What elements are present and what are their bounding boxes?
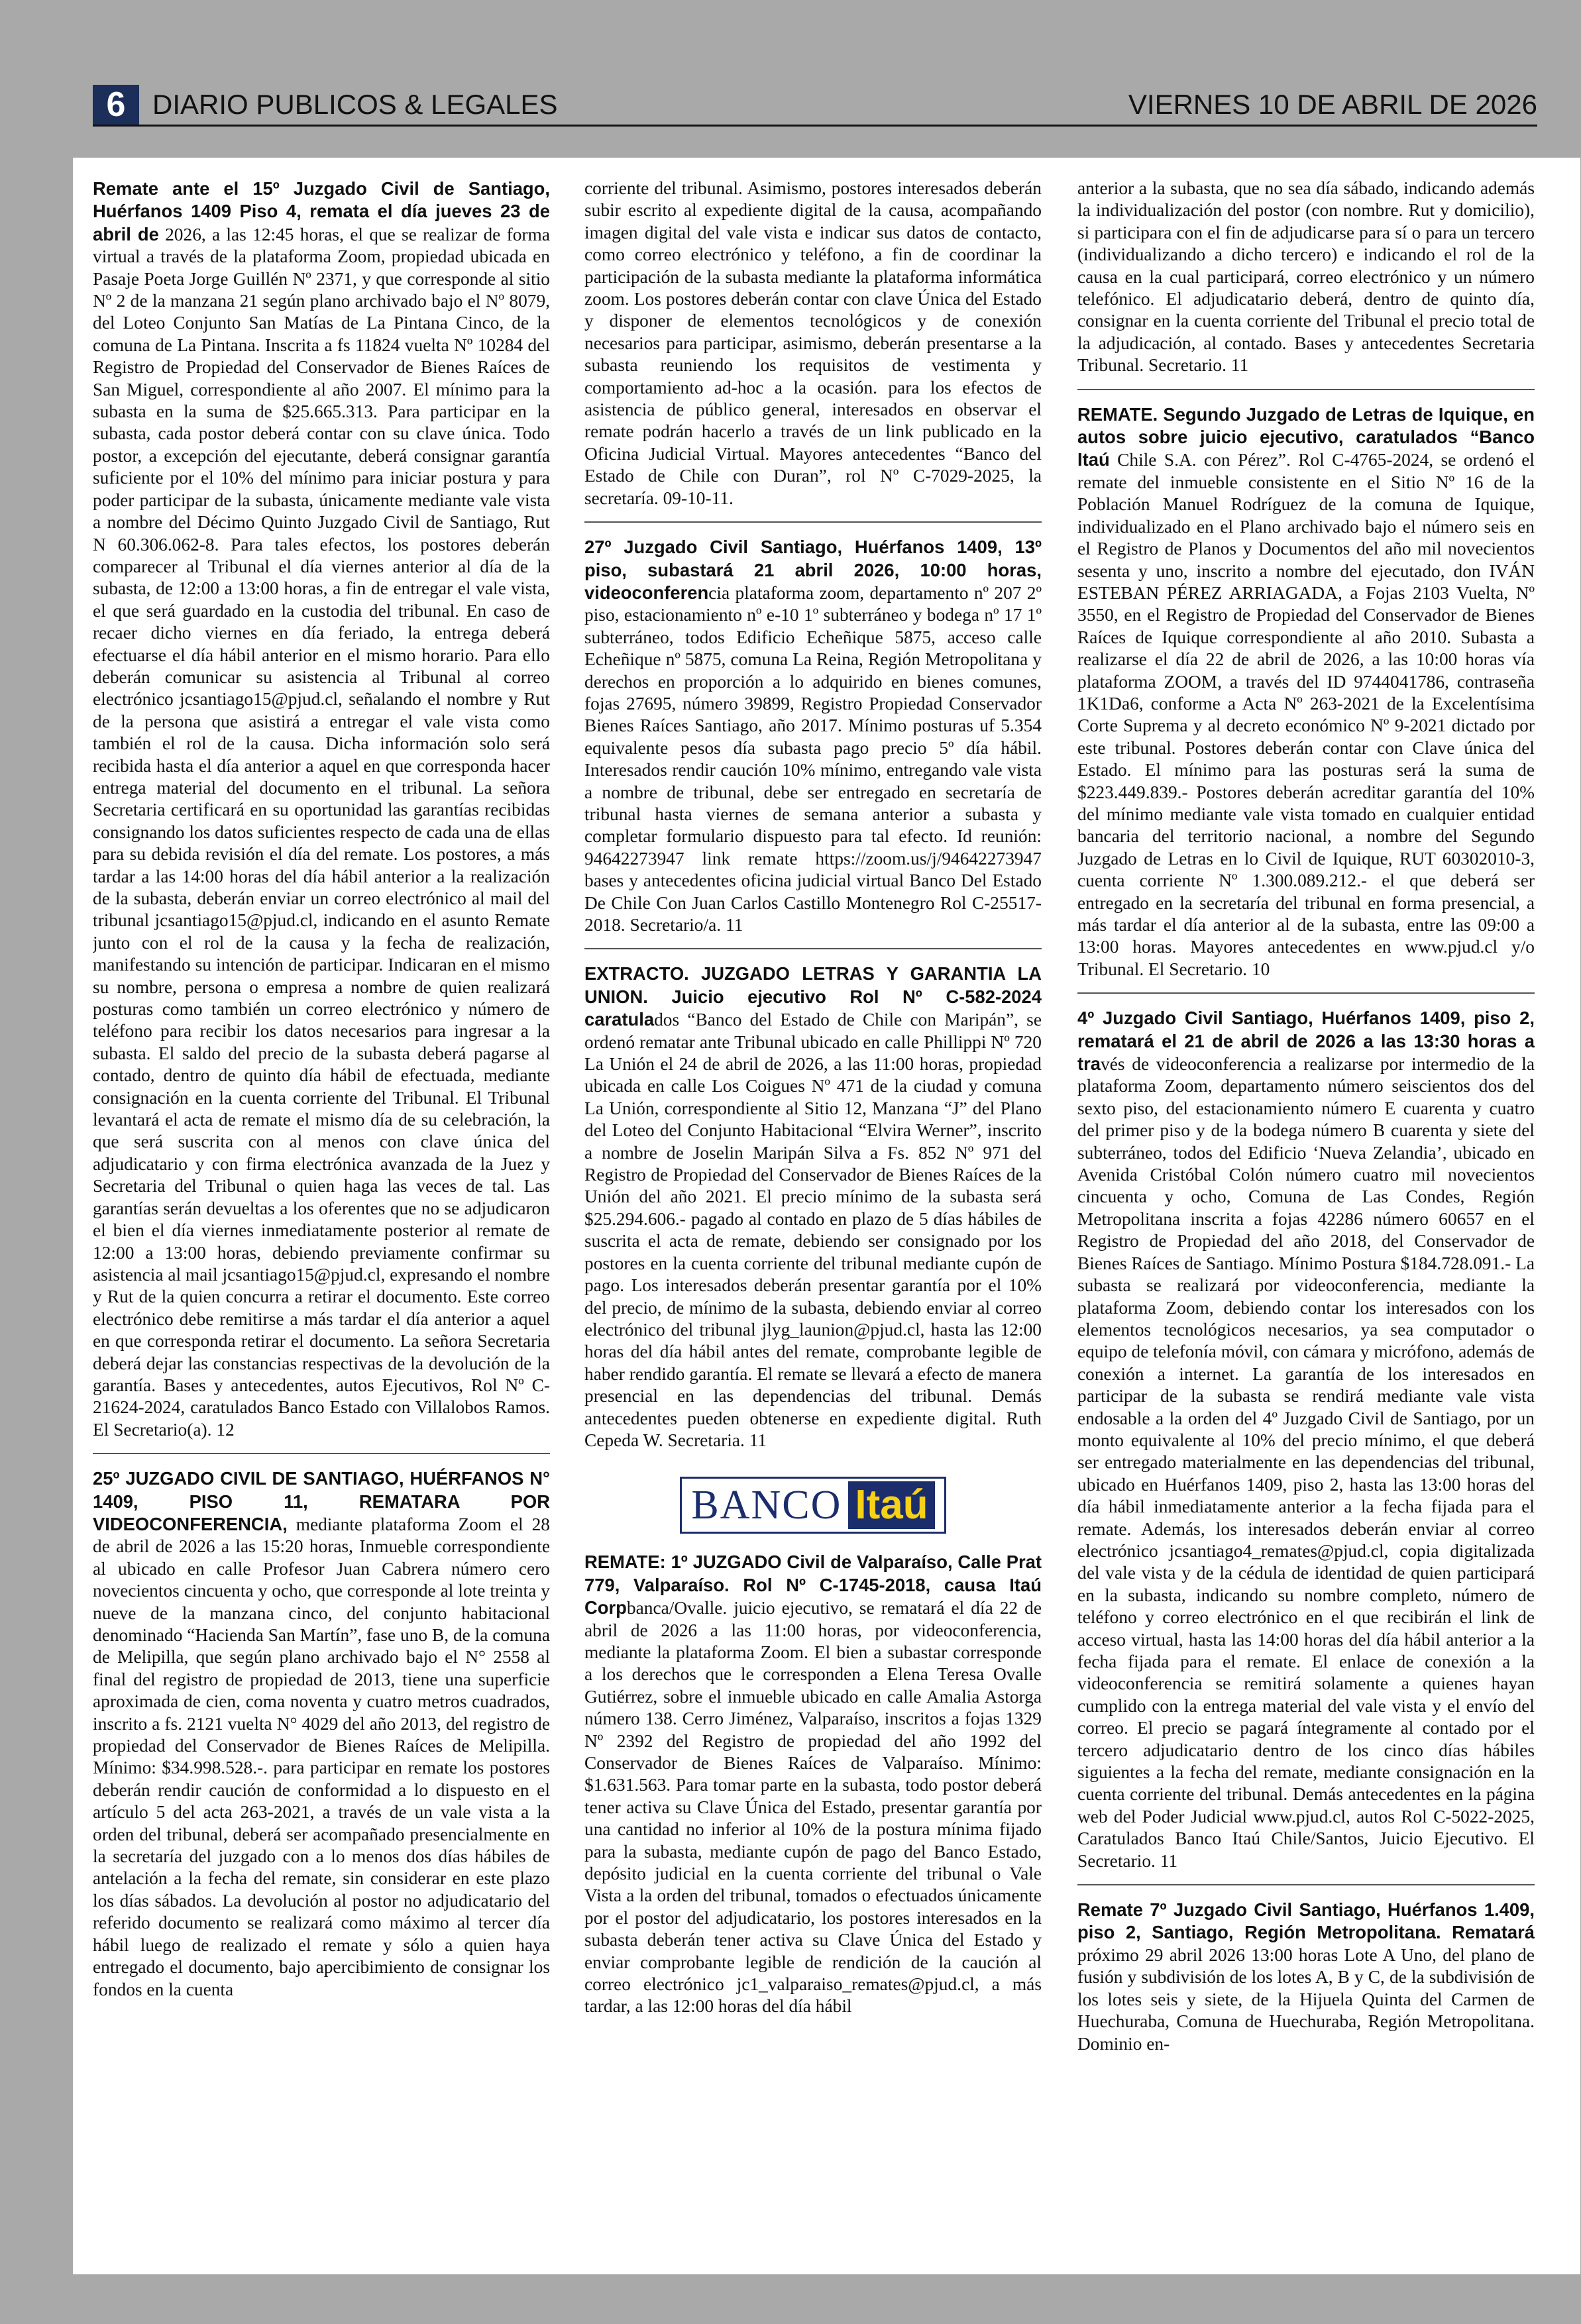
banco-itau-logo [680, 1477, 946, 1534]
notice-heading: REMATE. Segundo Juzgado de Letras de Iquique, en autos sobre juicio ejecutivo, caratulados “Banco Itaú [1077, 403, 1535, 470]
notice-text [93, 178, 550, 1441]
notice-text [93, 1467, 550, 2001]
page-header [93, 85, 1537, 127]
notice-body: corriente del tribunal. Asimismo, postores interesados deberán subir escrito al expediente digital de la causa, acompañando imagen digital del vale vista e indicar sus datos de contacto, como correo electrónico y teléfono, a fin de coordinar la participación de la subasta mediante la plataforma informática zoom. Los postores deberán contar con clave Única del Estado y disponer de elementos tecnológicos y de conexión necesarios para participar, asimismo, deberán presentarse a la subasta reuniendo los requisitos de vestimenta y comportamiento ad-hoc a la ocasión. para los efectos de asistencia de público general, interesados en observar el remate podrán hacerlo a través de un link publicado en la Oficina Judicial Virtual. Mayores antecedentes “Banco del Estado de Chile con Duran”, rol Nº C-7029-2025, la secretaría. 09-10-11. [584, 178, 1042, 508]
legal-notice [93, 1467, 550, 2013]
newspaper-page [73, 158, 1580, 2274]
notice-body: vés de videoconferencia a realizarse por intermedio de la plataforma Zoom, departamento número seiscientos dos del sexto piso, del estacionamiento número E cuarenta y cuatro del primer piso y de la bodega número B cuarenta y siete del subterráneo, todos del Edificio ‘Nueva Zelandia’, ubicado en Avenida Cristóbal Colón número cuatro mil novecientos cincuenta y ocho, Comuna de Las Condes, Región Metropolitana inscrita a fojas 42286 número 60657 en el Registro de Propiedad del año 2018, del Conservador de Bienes Raíces de Santiago. Mínimo Postura $184.728.091.- La subasta se realizará por videoconferencia, mediante la plataforma Zoom, debiendo contar los interesados con los elementos tecnológicos necesarios, ya sea computador o equipo de telefonía móvil, con cámara y micrófono, además de conexión a internet. La garantía de los interesados en participar de la subasta se rendirá mediante vale vista endosable a la orden del 4º Juzgado Civil de Santiago, por un monto equivalente al 10% del precio mínimo, el que deberá ser entregado materialmente en las dependencias del tribunal, ubicado en Huérfanos 1409, piso 2, hasta las 13:00 horas del día hábil inmediatamente anterior a la fecha fijada para el remate. Además, los interesados deberán enviar al correo electrónico jcsantiago4_remates@pjud.cl, copia digitalizada del vale vista y de la cédula de identidad de quien participará en la subasta, indicando su nombre completo, número de teléfono y correo electrónico en el que recibirán el link de acceso virtual, hasta las 14:00 horas del día hábil anterior a la fecha fijada para el remate. El enlace de conexión a la videoconferencia se remitirá solamente a quienes hayan cumplido con la entrega material del vale vista y el envío del correo. El precio se pagará íntegramente al contado por el tercero adjudicatario dentro de los cinco días hábiles siguientes a la fecha del remate, mediante consignación en la cuenta corriente del tribunal. Demás antecedentes en la página web del Poder Judicial www.pjud.cl, autos Rol C-5022-2025, Caratulados Banco Itaú Chile/Santos, Juicio Ejecutivo. El Secretario. 11 [1077, 1054, 1535, 1871]
legal-notice [1077, 178, 1535, 390]
notice-text [584, 178, 1042, 509]
column-2 [584, 178, 1042, 2258]
publication-name: DIARIO PUBLICOS & LEGALES [152, 89, 558, 120]
notice-text [1077, 1899, 1535, 2055]
notice-heading: 27º Juzgado Civil Santiago, Huérfanos 1409, 13º piso, subastará 21 abril 2026, 10:00 horas, videoconferen [584, 537, 1042, 603]
legal-notice [1077, 1007, 1535, 1885]
legal-notice [584, 536, 1042, 949]
notice-body: Chile S.A. con Pérez”. Rol C-4765-2024, se ordenó el remate del inmueble consistente en el Sitio Nº 16 de la Población Manuel Rodríguez de la comuna de Iquique, individualizado en el Plano archivado bajo el número seis en el Registro de Planos y Documentos del año mil novecientos sesenta y uno, inscrito a nombre del ejecutado, don IVÁN ESTEBAN PÉREZ ARRIAGADA, a Fojas 2103 Vuelta, Nº 3550, en el Registro de Propiedad del Conservador de Bienes Raíces de Iquique correspondiente al año 2010. Subasta a realizarse el día 22 de abril de 2026, a las 10:00 horas vía plataforma ZOOM, a través del ID 9744041786, contraseña 1K1Da6, conforme a Acta Nº 263-2021 de la Excelentísima Corte Suprema y al decreto económico Nº 9-2021 dictado por este tribunal. Postores deberán contar con Clave única del Estado. El mínimo para las posturas será la suma de $223.449.839.- Postores deberán acreditar garantía del 10% del mínimo mediante vale vista tomado en cualquier entidad bancaria del territorio nacional, a nombre del Segundo Juzgado de Letras en lo Civil de Iquique, RUT 60302010-3, cuenta corriente Nº 1.300.089.212.- el que deberá ser entregado en la secretaría del tribunal en forma presencial, a más tardar el día anterior al de la subasta, entre las 09:00 a 13:00 horas. Mayores antecedentes en www.pjud.cl y/o Tribunal. El Secretario. 10 [1077, 450, 1535, 979]
notice-text [584, 963, 1042, 1452]
page-number: 6 [93, 85, 139, 125]
notice-body: próximo 29 abril 2026 13:00 horas Lote A Uno, del plano de fusión y subdivisión de los lotes A, B y C, de la subdivisión de los lotes seis y siete, de la Hijuela Quinta del Carmen de Huechuraba, Comuna de Huechuraba, Región Metropolitana. Dominio en- [1077, 1944, 1535, 2054]
legal-notice [584, 1551, 1042, 2030]
notice-body: dos “Banco del Estado de Chile con Maripán”, se ordenó rematar ante Tribunal ubicado en calle Phillippi Nº 720 La Unión el 24 de abril de 2026, a las 11:00 horas, propiedad ubicada en calle Los Coigues Nº 471 de la ciudad y comuna La Unión, correspondiente al Sitio 12, Manzana “J” del Plano del Loteo del Conjunto Habitacional “Elvira Werner”, inscrito a nombre de Joselin Maripán Silva a Fs. 852 Nº 971 del Registro de Propiedad del Conservador de Bienes Raíces de la Unión del año 2021. El precio mínimo de la subasta será $25.294.606.- pagado al contado en plazo de 5 días hábiles de suscrita el acta de remate, debiendo ser consignado por los postores en la cuenta corriente del tribunal mediante cupón de pago. Los interesados deberán presentar garantía por el 10% del precio, de mínimo de la subasta, debiendo enviar al correo electrónico del tribunal jlyg_launion@pjud.cl, hasta las 12:00 horas del día hábil antes del remate, comprobante legible de haber rendido garantía. El remate se llevará a efecto de manera presencial en las dependencias del tribunal. Demás antecedentes pueden obtenerse en expediente digital. Ruth Cepeda W. Secretaria. 11 [584, 1010, 1042, 1450]
logo-mark: Itaú [848, 1481, 934, 1529]
notice-heading: Remate ante el 15º Juzgado Civil de Santiago, Huérfanos 1409 Piso 4, remata el día jueves 23 de abril de [93, 178, 550, 244]
notice-body: anterior a la subasta, que no sea día sábado, indicando además la individualización del postor (con nombre. Rut y domicilio), si participara con el fin de adjudicarse para sí o para un tercero (individualizando a dicho tercero) e indicando el rol de la causa en la cual participará, correo electrónico y un número telefónico. El adjudicatario deberá, dentro de quinto día, consignar en la cuenta corriente del Tribunal el precio total de la adjudicación, al contado. Bases y antecedentes Secretaria Tribunal. Secretario. 11 [1077, 178, 1535, 376]
publication-date: VIERNES 10 DE ABRIL DE 2026 [1128, 89, 1537, 120]
notice-heading: REMATE: 1º JUZGADO Civil de Valparaíso, Calle Prat 779, Valparaíso. Rol Nº C-1745-2018, causa Itaú Corp [584, 1552, 1042, 1618]
notice-body: mediante plataforma Zoom el 28 de abril de 2026 a las 15:20 horas, Inmueble correspondiente al ubicado en calle Profesor Juan Cabrera número cero novecientos cincuenta y ocho, que corresponde al lote treinta y nueve de la manzana cinco, del conjunto habitacional denominado “Hacienda San Martín”, fase uno B, de la comuna de Melipilla, que según plano archivado bajo el N° 2558 al final del registro de propiedad de 2013, tiene una superficie aproximada de cien, coma noventa y cuatro metros cuadrados, inscrito a fs. 2121 vuelta N° 4029 del año 2013, del registro de propiedad del Conservador de Bienes Raíces de Melipilla. Mínimo: $34.998.528.-. para participar en remate los postores deberán rendir caución de conformidad a lo dispuesto en el artículo 5 del acta 263-2021, a través de un vale vista a la orden del tribunal, deberá ser acompañado presencialmente en la secretaría del juzgado con a lo menos dos días hábiles de antelación a la fecha del remate, sin considerar en este plazo los días sábados. La devolución al postor no adjudicatario del referido documento se realizará como máximo al tercer día hábil luego de realizado el remate y sólo a quien haya entregado el documento, bajo apercibimiento de consignar los fondos en la cuenta [93, 1514, 550, 1999]
banco-itau-ad [584, 1477, 1042, 1534]
notice-body: cia plataforma zoom, departamento nº 207 2º piso, estacionamiento nº e-10 1º subterráneo y bodega nº 17 1º subterráneo, todos Edificio Echeñique 5875, acceso calle Echeñique nº 5875, comuna La Reina, Región Metropolitana y derechos en proporción a lo adquirido en bienes comunes, fojas 27695, número 39899, Registro Propiedad Conservador Bienes Raíces Santiago, año 2017. Mínimo posturas uf 5.354 equivalente pesos día subasta pago precio 5º día hábil. Interesados rendir caución 10% mínimo, entregando vale vista a nombre de tribunal, debe ser entregado en secretaría de tribunal hasta viernes de semana anterior a subasta y completar formulario dispuesto para tal efecto. Id reunión: 94642273947 link remate https://zoom.us/j/94642273947 bases y antecedentes oficina judicial virtual Banco Del Estado De Chile Con Juan Carlos Castillo Montenegro Rol C-25517-2018. Secretario/a. 11 [584, 582, 1042, 935]
notice-text [1077, 178, 1535, 377]
notice-heading: Remate 7º Juzgado Civil Santiago, Huérfanos 1.409, piso 2, Santiago, Región Metropolitana. Rematará [1077, 1899, 1535, 1943]
notice-heading: 4º Juzgado Civil Santiago, Huérfanos 1409, piso 2, rematará el 21 de abril de 2026 a las 13:30 horas a tra [1077, 1008, 1535, 1075]
logo-word: BANCO [691, 1482, 842, 1528]
notice-body: 2026, a las 12:45 horas, el que se realizar de forma virtual a través de la plataforma Zoom, propiedad ubicada en Pasaje Poeta Jorge Guillén Nº 2371, y que corresponde al sitio Nº 2 de la manzana 21 según plano archivado bajo el Nº 8079, del Loteo Conjunto San Matías de La Pintana Cinco, de la comuna de La Pintana. Inscrita a fs 11824 vuelta Nº 10284 del Registro de Propiedad del Conservador de Bienes Raíces de San Miguel, correspondiente al año 2007. El mínimo para la subasta en la suma de $25.665.313. Para participar en la subasta, cada postor deberá contar con su clave única. Todo postor, a excepción del ejecutante, deberá consignar garantía suficiente por el 10% del mínimo para iniciar postura y para poder participar de la subasta, únicamente mediante vale vista a nombre del Décimo Quinto Juzgado Civil de Santiago, Rut N 60.306.062-8. Para tales efectos, los postores deberán comparecer al Tribunal el día viernes anterior al día de la subasta, de 12:00 a 13:00 horas, a fin de entregar el vale vista, el que será guardado en la custodia del tribunal. En caso de recaer dicho viernes en día feriado, la entrega deberá efectuarse el día hábil anterior en el mismo horario. Para ello deberán comunicar su asistencia al Tribunal al correo electrónico jcsantiago15@pjud.cl, señalando el nombre y Rut de la persona que asistirá a entregar el vale vista como también el rol de la causa. Dicha información solo será recibida hasta el día anterior a aquel en que corresponda hacer entrega material del documento en el tribunal. La señora Secretaria certificará en su oportunidad las garantías recibidas consignando los datos suficientes respecto de cada una de ellas para su debida revisión el día del remate. Los postores, a más tardar a las 14:00 horas del día hábil anterior a la realización de la subasta, deberán enviar un correo electrónico al mail del tribunal jcsantiago15@pjud.cl, indicando en el asunto Remate junto con el rol de la causa y la fecha de realización, manifestando su intención de participar. Indicaran en el mismo su nombre, persona o empresa a nombre de quien realizará posturas como también un correo electrónico y número de teléfono para recibir los datos necesarios para ingresar a la subasta. El saldo del precio de la subasta deberá pagarse al contado, dentro de quinto día hábil de efectuada, mediante consignación en la cuenta corriente del Tribunal. El Tribunal levantará el acta de remate el mismo día de su celebración, la que será suscrita con al menos con clave única del adjudicatario y con firma electrónica avanzada de la Juez y Secretaria del Tribunal o quien haga las veces de tal. Las garantías serán devueltas a los oferentes que no se adjudicaron el bien el día viernes inmediatamente posterior al remate de 12:00 a 13:00 horas, debiendo previamente confirmar su asistencia al mail jcsantiago15@pjud.cl, expresando el nombre y Rut de la quien concurra a retirar el documento. Este correo electrónico debe remitirse a más tardar el día anterior a aquel en que corresponda retirar el documento. La señora Secretaria deberá dejar las constancias respectivas de la devolución de la garantía. Bases y antecedentes, autos Ejecutivos, Rol Nº C-21624-2024, caratulados Banco Estado con Villalobos Ramos. El Secretario(a). 12 [93, 224, 550, 1440]
notice-text [584, 536, 1042, 936]
notice-text [1077, 403, 1535, 981]
column-1 [93, 178, 550, 2258]
legal-notice [584, 963, 1042, 1463]
notice-heading: 25º JUZGADO CIVIL DE SANTIAGO, HUÉRFANOS N° 1409, PISO 11, REMATARA POR VIDEOCONFERENCIA, [93, 1468, 550, 1534]
legal-notice [93, 178, 550, 1454]
legal-notice [1077, 403, 1535, 994]
legal-notice [1077, 1899, 1535, 2067]
notice-text [1077, 1007, 1535, 1872]
notice-text [584, 1551, 1042, 2018]
notice-body: banca/Ovalle. juicio ejecutivo, se rematará el día 22 de abril de 2026 a las 11:00 horas, por videoconferencia, mediante la plataforma Zoom. El bien a subastar corresponde a los derechos que le corresponden a Elena Teresa Ovalle Gutiérrez, sobre el inmueble ubicado en calle Amalia Astorga número 138. Cerro Jiménez, Valparaíso, inscritos a fojas 1329 Nº 2392 del Registro de propiedad del año 1992 del Conservador de Bienes Raíces de Valparaíso. Mínimo: $1.631.563. Para tomar parte en la subasta, todo postor deberá tener activa su Clave Única del Estado, presentar garantía por una cantidad no inferior al 10% de la postura mínima fijado para la subasta, mediante cupón de pago del Banco Estado, depósito judicial en la cuenta corriente del tribunal o Vale Vista a la orden del tribunal, tomados o efectuados únicamente por el postor del adjudicatario, los postores interesados en la subasta deberán tener activa su Clave Única del Estado y enviar comprobante legible de rendición de la caución al correo electrónico jc1_valparaiso_remates@pjud.cl, a más tardar, a las 12:00 horas del día hábil [584, 1598, 1042, 2017]
notice-heading: EXTRACTO. JUZGADO LETRAS Y GARANTIA LA UNION. Juicio ejecutivo Rol Nº C-582-2024 caratula [584, 963, 1042, 1030]
column-3 [1077, 178, 1535, 2258]
legal-notice [584, 178, 1042, 523]
